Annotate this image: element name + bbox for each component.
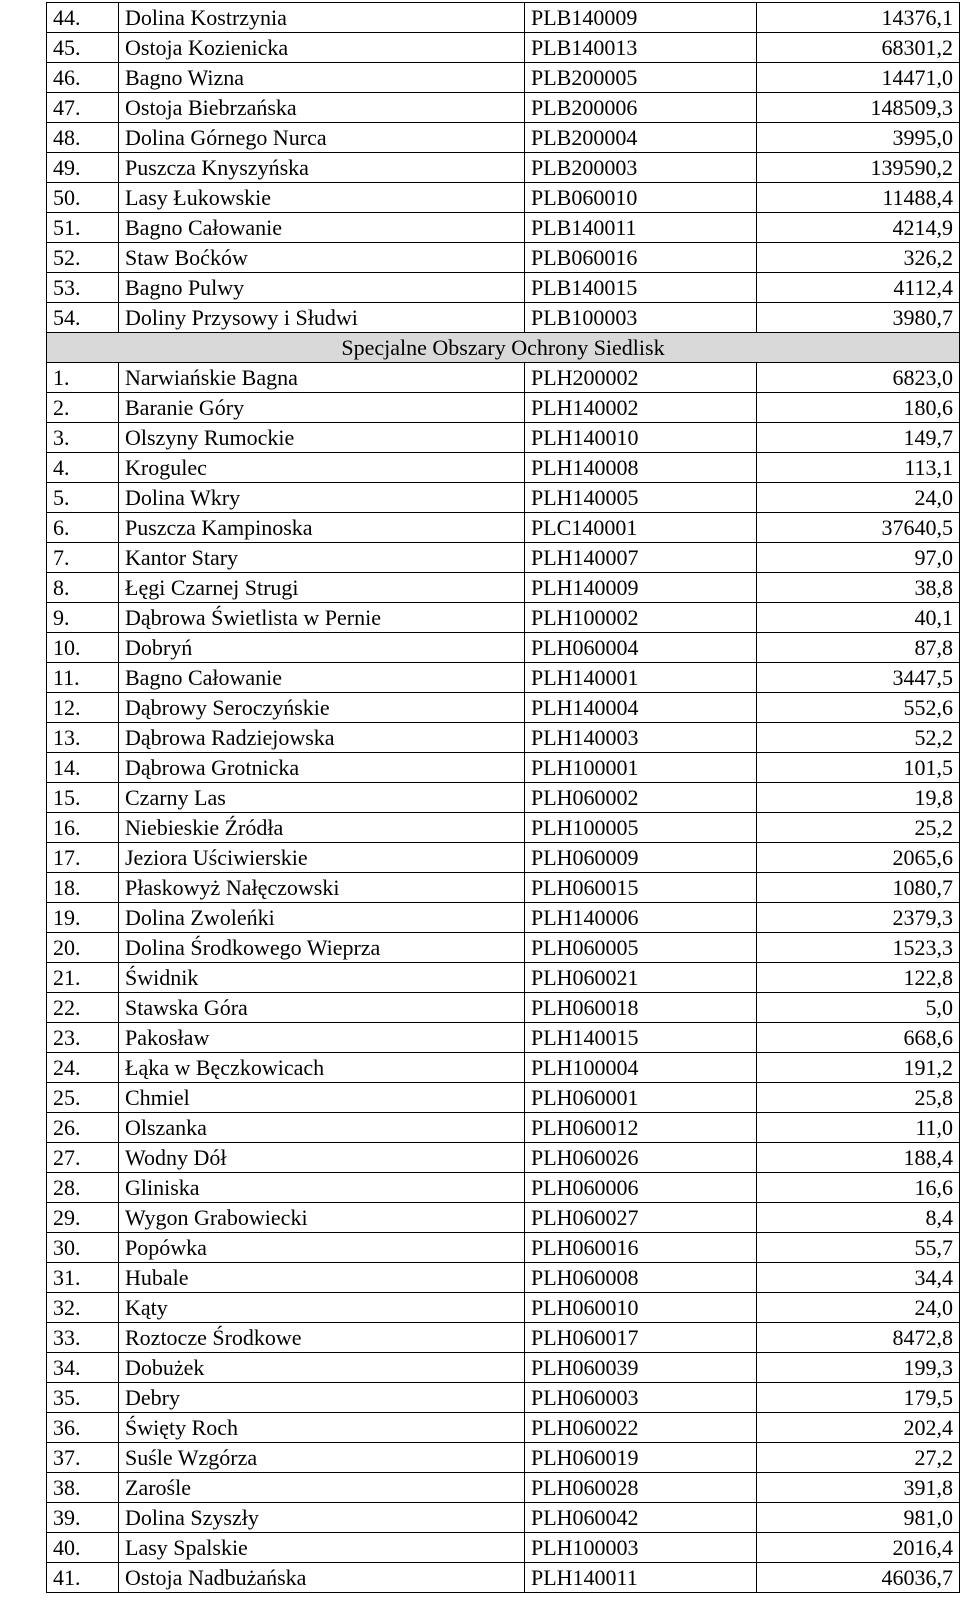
site-area: 14376,1 [757,3,960,33]
site-name: Ostoja Kozienicka [119,33,525,63]
table-row [47,663,960,693]
site-code: PLB140015 [525,273,757,303]
table-row [47,1083,960,1113]
site-name: Bagno Całowanie [119,213,525,243]
site-code: PLH100005 [525,813,757,843]
table-row [47,63,960,93]
site-code: PLH100002 [525,603,757,633]
site-area: 8,4 [757,1203,960,1233]
row-number: 21. [47,963,119,993]
row-number: 22. [47,993,119,1023]
table-row [47,633,960,663]
site-name: Puszcza Knyszyńska [119,153,525,183]
site-name: Ostoja Nadbużańska [119,1563,525,1593]
row-number: 38. [47,1473,119,1503]
row-number: 39. [47,1503,119,1533]
site-code: PLH060019 [525,1443,757,1473]
row-number: 25. [47,1083,119,1113]
row-number: 12. [47,693,119,723]
site-area: 52,2 [757,723,960,753]
row-number: 33. [47,1323,119,1353]
site-code: PLB060010 [525,183,757,213]
site-name: Doliny Przysowy i Słudwi [119,303,525,333]
table-row [47,873,960,903]
site-name: Dolina Zwoleńki [119,903,525,933]
table-row [47,1353,960,1383]
site-code: PLB200006 [525,93,757,123]
site-area: 11488,4 [757,183,960,213]
site-code: PLH060028 [525,1473,757,1503]
site-code: PLH060006 [525,1173,757,1203]
row-number: 48. [47,123,119,153]
site-name: Olszanka [119,1113,525,1143]
site-area: 34,4 [757,1263,960,1293]
site-code: PLB140011 [525,213,757,243]
table-row [47,3,960,33]
row-number: 24. [47,1053,119,1083]
row-number: 11. [47,663,119,693]
site-area: 5,0 [757,993,960,1023]
site-name: Jeziora Uściwierskie [119,843,525,873]
site-area: 27,2 [757,1443,960,1473]
row-number: 10. [47,633,119,663]
row-number: 35. [47,1383,119,1413]
table-row [47,1383,960,1413]
row-number: 5. [47,483,119,513]
row-number: 20. [47,933,119,963]
site-name: Wygon Grabowiecki [119,1203,525,1233]
site-name: Narwiańskie Bagna [119,363,525,393]
site-name: Dąbrowy Seroczyńskie [119,693,525,723]
site-code: PLB060016 [525,243,757,273]
site-name: Gliniska [119,1173,525,1203]
site-name: Niebieskie Źródła [119,813,525,843]
site-code: PLH060004 [525,633,757,663]
row-number: 3. [47,423,119,453]
site-name: Roztocze Środkowe [119,1323,525,1353]
site-name: Ostoja Biebrzańska [119,93,525,123]
row-number: 36. [47,1413,119,1443]
row-number: 46. [47,63,119,93]
site-code: PLH060002 [525,783,757,813]
site-code: PLH140010 [525,423,757,453]
site-name: Dolina Wkry [119,483,525,513]
site-name: Dolina Górnego Nurca [119,123,525,153]
site-area: 14471,0 [757,63,960,93]
site-name: Hubale [119,1263,525,1293]
site-area: 46036,7 [757,1563,960,1593]
row-number: 31. [47,1263,119,1293]
site-area: 981,0 [757,1503,960,1533]
row-number: 52. [47,243,119,273]
table-row [47,1443,960,1473]
table-row [47,933,960,963]
site-code: PLB200004 [525,123,757,153]
site-area: 113,1 [757,453,960,483]
bird-areas-rows [47,3,960,333]
site-name: Baranie Góry [119,393,525,423]
site-code: PLB200003 [525,153,757,183]
site-code: PLH140006 [525,903,757,933]
table-row [47,1413,960,1443]
table-row [47,1023,960,1053]
row-number: 15. [47,783,119,813]
habitat-areas-rows [47,363,960,1593]
site-code: PLH140003 [525,723,757,753]
table-row [47,213,960,243]
site-area: 552,6 [757,693,960,723]
row-number: 14. [47,753,119,783]
site-name: Wodny Dół [119,1143,525,1173]
site-name: Bagno Wizna [119,63,525,93]
site-name: Bagno Całowanie [119,663,525,693]
site-name: Pakosław [119,1023,525,1053]
row-number: 50. [47,183,119,213]
site-code: PLH060017 [525,1323,757,1353]
row-number: 51. [47,213,119,243]
site-area: 24,0 [757,483,960,513]
row-number: 41. [47,1563,119,1593]
row-number: 28. [47,1173,119,1203]
site-name: Lasy Łukowskie [119,183,525,213]
site-code: PLH060026 [525,1143,757,1173]
table-row [47,1173,960,1203]
site-code: PLH140002 [525,393,757,423]
row-number: 13. [47,723,119,753]
site-name: Dobryń [119,633,525,663]
table-row [47,123,960,153]
row-number: 8. [47,573,119,603]
row-number: 37. [47,1443,119,1473]
site-area: 37640,5 [757,513,960,543]
site-code: PLH140009 [525,573,757,603]
row-number: 53. [47,273,119,303]
site-area: 25,8 [757,1083,960,1113]
site-area: 668,6 [757,1023,960,1053]
site-area: 191,2 [757,1053,960,1083]
table-row [47,273,960,303]
site-area: 97,0 [757,543,960,573]
site-name: Dąbrowa Świetlista w Pernie [119,603,525,633]
site-name: Stawska Góra [119,993,525,1023]
table-row [47,93,960,123]
table-row [47,753,960,783]
site-name: Kąty [119,1293,525,1323]
table-row [47,1053,960,1083]
site-area: 139590,2 [757,153,960,183]
table-row [47,963,960,993]
table-row [47,453,960,483]
table-row [47,603,960,633]
protected-areas-table [46,2,960,1593]
site-name: Łąka w Bęczkowicach [119,1053,525,1083]
site-code: PLH060021 [525,963,757,993]
site-code: PLH200002 [525,363,757,393]
site-code: PLH060005 [525,933,757,963]
site-area: 391,8 [757,1473,960,1503]
row-number: 17. [47,843,119,873]
table-row [47,303,960,333]
row-number: 45. [47,33,119,63]
site-code: PLB140013 [525,33,757,63]
site-code: PLH060001 [525,1083,757,1113]
table-row [47,243,960,273]
table-row [47,1143,960,1173]
site-area: 38,8 [757,573,960,603]
site-name: Płaskowyż Nałęczowski [119,873,525,903]
site-name: Olszyny Rumockie [119,423,525,453]
site-area: 3447,5 [757,663,960,693]
site-code: PLB200005 [525,63,757,93]
site-name: Kantor Stary [119,543,525,573]
section-header-group [47,333,960,363]
table-row [47,723,960,753]
site-code: PLH140005 [525,483,757,513]
site-code: PLH060042 [525,1503,757,1533]
site-area: 55,7 [757,1233,960,1263]
site-name: Puszcza Kampinoska [119,513,525,543]
table-row [47,1263,960,1293]
table-row [47,903,960,933]
site-code: PLH060022 [525,1413,757,1443]
site-code: PLH140004 [525,693,757,723]
section-title: Specjalne Obszary Ochrony Siedlisk [47,333,960,363]
table-row [47,1293,960,1323]
site-area: 202,4 [757,1413,960,1443]
site-area: 3995,0 [757,123,960,153]
site-code: PLH060039 [525,1353,757,1383]
row-number: 29. [47,1203,119,1233]
site-code: PLH060018 [525,993,757,1023]
table-row [47,1503,960,1533]
site-name: Staw Boćków [119,243,525,273]
site-code: PLH140007 [525,543,757,573]
site-name: Święty Roch [119,1413,525,1443]
site-name: Zarośle [119,1473,525,1503]
site-code: PLH140011 [525,1563,757,1593]
site-code: PLB100003 [525,303,757,333]
row-number: 1. [47,363,119,393]
site-name: Dąbrowa Grotnicka [119,753,525,783]
site-area: 149,7 [757,423,960,453]
site-name: Dolina Szyszły [119,1503,525,1533]
table-row [47,363,960,393]
site-code: PLH060008 [525,1263,757,1293]
row-number: 26. [47,1113,119,1143]
site-code: PLH100004 [525,1053,757,1083]
site-code: PLC140001 [525,513,757,543]
site-area: 3980,7 [757,303,960,333]
site-code: PLH140015 [525,1023,757,1053]
row-number: 4. [47,453,119,483]
row-number: 44. [47,3,119,33]
site-area: 4214,9 [757,213,960,243]
site-code: PLB140009 [525,3,757,33]
site-area: 101,5 [757,753,960,783]
table-row [47,1473,960,1503]
site-area: 24,0 [757,1293,960,1323]
site-area: 87,8 [757,633,960,663]
site-area: 148509,3 [757,93,960,123]
row-number: 40. [47,1533,119,1563]
site-name: Dolina Kostrzynia [119,3,525,33]
site-area: 326,2 [757,243,960,273]
table-row [47,1233,960,1263]
row-number: 16. [47,813,119,843]
site-area: 68301,2 [757,33,960,63]
site-name: Czarny Las [119,783,525,813]
site-code: PLH060010 [525,1293,757,1323]
site-area: 188,4 [757,1143,960,1173]
row-number: 54. [47,303,119,333]
site-code: PLH060027 [525,1203,757,1233]
row-number: 23. [47,1023,119,1053]
site-name: Bagno Pulwy [119,273,525,303]
site-area: 19,8 [757,783,960,813]
table-row [47,843,960,873]
site-area: 1080,7 [757,873,960,903]
site-area: 8472,8 [757,1323,960,1353]
site-name: Świdnik [119,963,525,993]
table-row [47,513,960,543]
site-code: PLH140008 [525,453,757,483]
row-number: 32. [47,1293,119,1323]
site-code: PLH100001 [525,753,757,783]
table-row [47,693,960,723]
site-name: Popówka [119,1233,525,1263]
row-number: 27. [47,1143,119,1173]
row-number: 30. [47,1233,119,1263]
row-number: 7. [47,543,119,573]
site-area: 2016,4 [757,1533,960,1563]
section-header-row [47,333,960,363]
row-number: 2. [47,393,119,423]
site-code: PLH100003 [525,1533,757,1563]
site-name: Suśle Wzgórza [119,1443,525,1473]
site-name: Dobużek [119,1353,525,1383]
site-name: Chmiel [119,1083,525,1113]
table-row [47,1323,960,1353]
site-code: PLH060015 [525,873,757,903]
table-row [47,543,960,573]
site-area: 199,3 [757,1353,960,1383]
table-row [47,393,960,423]
site-area: 11,0 [757,1113,960,1143]
site-code: PLH060012 [525,1113,757,1143]
site-area: 6823,0 [757,363,960,393]
row-number: 34. [47,1353,119,1383]
site-name: Dolina Środkowego Wieprza [119,933,525,963]
site-area: 122,8 [757,963,960,993]
row-number: 49. [47,153,119,183]
table-row [47,783,960,813]
site-name: Debry [119,1383,525,1413]
site-area: 4112,4 [757,273,960,303]
row-number: 6. [47,513,119,543]
site-area: 16,6 [757,1173,960,1203]
site-name: Dąbrowa Radziejowska [119,723,525,753]
table-row [47,1533,960,1563]
row-number: 47. [47,93,119,123]
site-name: Lasy Spalskie [119,1533,525,1563]
site-name: Krogulec [119,453,525,483]
site-area: 2065,6 [757,843,960,873]
table-row [47,813,960,843]
site-area: 1523,3 [757,933,960,963]
site-code: PLH060003 [525,1383,757,1413]
row-number: 9. [47,603,119,633]
table-row [47,993,960,1023]
table-row [47,33,960,63]
table-row [47,573,960,603]
site-area: 2379,3 [757,903,960,933]
site-area: 25,2 [757,813,960,843]
table-row [47,1563,960,1593]
table-row [47,1113,960,1143]
table-row [47,1203,960,1233]
table-row [47,483,960,513]
table-row [47,153,960,183]
site-area: 180,6 [757,393,960,423]
site-code: PLH140001 [525,663,757,693]
site-code: PLH060009 [525,843,757,873]
table-row [47,183,960,213]
site-area: 40,1 [757,603,960,633]
site-area: 179,5 [757,1383,960,1413]
row-number: 18. [47,873,119,903]
row-number: 19. [47,903,119,933]
site-name: Łęgi Czarnej Strugi [119,573,525,603]
table-row [47,423,960,453]
site-code: PLH060016 [525,1233,757,1263]
